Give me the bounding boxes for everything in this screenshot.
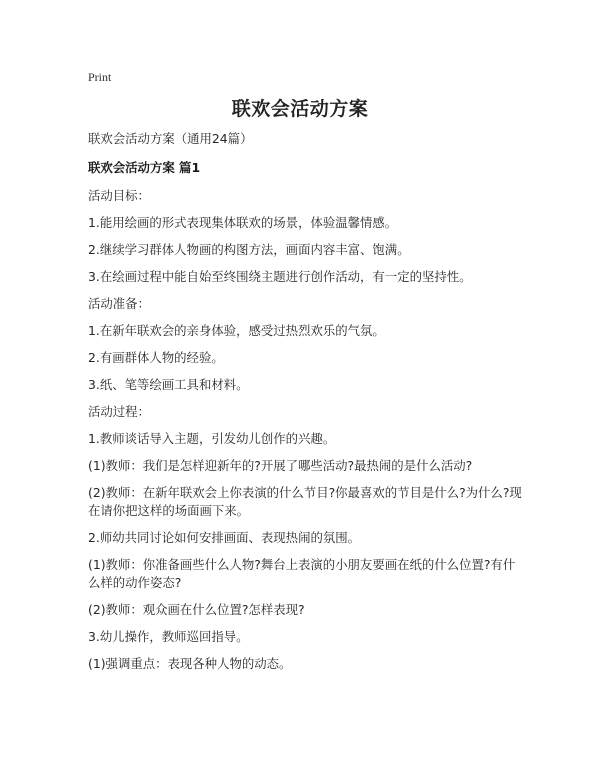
paragraph-goal-1: 1.能用绘画的形式表现集体联欢的场景，体验温馨情感。: [88, 215, 398, 230]
paragraph-process-label: 活动过程：: [88, 404, 150, 419]
paragraph-goals-label: 活动目标：: [88, 188, 150, 203]
paragraph-process-2-1: (1)教师：你准备画些什么人物?舞台上表演的小朋友要画在纸的什么位置?有什么样的动作姿态?: [88, 557, 516, 590]
document-title: 联欢会活动方案: [231, 98, 369, 120]
paragraph-prep-1: 1.在新年联欢会的亲身体验，感受过热烈欢乐的气氛。: [88, 323, 385, 338]
document-body: [88, 130, 523, 682]
document-subtitle: 联欢会活动方案（通用24篇）: [88, 131, 253, 146]
paragraph-process-3: 3.幼儿操作，教师巡回指导。: [88, 629, 249, 644]
print-link[interactable]: Print: [88, 70, 112, 84]
paragraph-prep-3: 3.纸、笔等绘画工具和材料。: [88, 377, 249, 392]
paragraph-process-1-2: (2)教师：在新年联欢会上你表演的什么节目?你最喜欢的节目是什么?为什么?现在请你把这样的场面画下来。: [88, 485, 522, 518]
paragraph-goal-3: 3.在绘画过程中能自始至终围绕主题进行创作活动，有一定的坚持性。: [88, 269, 472, 284]
paragraph-process-3-1: (1)强调重点：表现各种人物的动态。: [88, 656, 292, 671]
paragraph-process-1: 1.教师谈话导入主题，引发幼儿创作的兴趣。: [88, 431, 336, 446]
paragraph-prep-label: 活动准备：: [88, 296, 150, 311]
section-heading: 联欢会活动方案 篇1: [88, 160, 201, 175]
paragraph-process-1-1: (1)教师：我们是怎样迎新年的?开展了哪些活动?最热闹的是什么活动?: [88, 458, 473, 473]
paragraph-prep-2: 2.有画群体人物的经验。: [88, 350, 224, 365]
paragraph-process-2-2: (2)教师：观众画在什么位置?怎样表现?: [88, 602, 305, 617]
paragraph-goal-2: 2.继续学习群体人物画的构图方法，画面内容丰富、饱满。: [88, 242, 410, 257]
paragraph-process-2: 2.师幼共同讨论如何安排画面、表现热闹的氛围。: [88, 530, 361, 545]
